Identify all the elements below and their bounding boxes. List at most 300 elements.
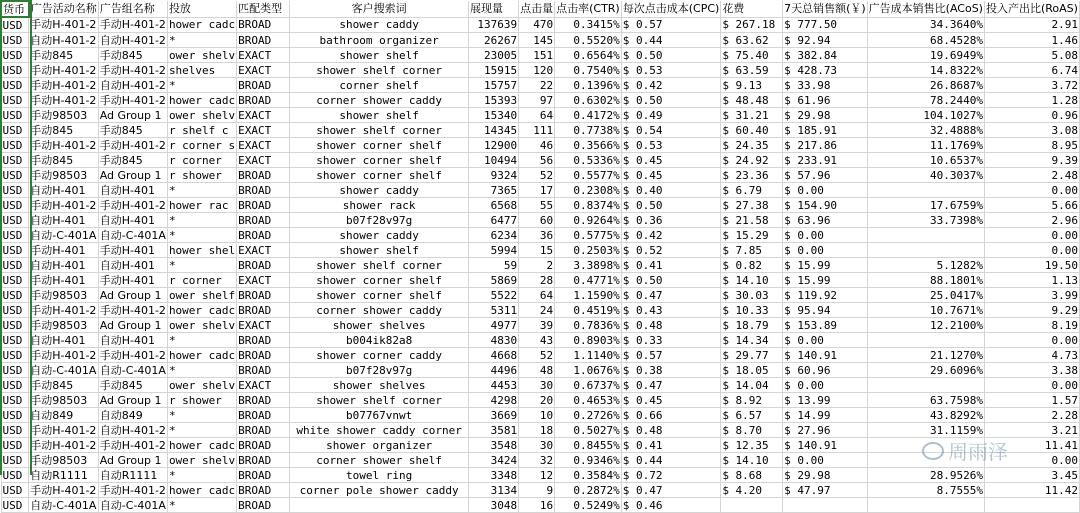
table-cell[interactable]: USD [1,408,29,423]
table-cell[interactable]: shower shelves [290,318,469,333]
table-cell[interactable]: 自动-C-401A [30,363,97,377]
table-cell[interactable]: 自动H-401-2 [99,33,166,47]
column-header[interactable]: 投放 [167,1,236,17]
table-cell[interactable]: $ 24.35 [721,138,783,153]
table-cell[interactable]: BROAD [237,198,290,213]
table-cell[interactable]: BROAD [237,228,290,243]
table-cell[interactable]: 11.1769% [867,138,984,153]
table-cell[interactable]: corner shower shelf [290,453,469,468]
table-cell[interactable]: 10.6537% [867,153,984,168]
table-cell[interactable]: $ 33.98 [783,78,868,93]
table-cell[interactable]: BROAD [237,423,290,438]
table-cell[interactable]: 21.1270% [867,348,984,363]
table-cell[interactable]: $ 15.99 [783,273,868,288]
column-header[interactable]: 展现量 [469,1,519,17]
table-cell[interactable] [867,243,984,258]
table-cell[interactable]: $ 60.40 [721,123,783,138]
table-cell[interactable]: $ 0.36 [621,213,721,228]
table-cell[interactable]: 4496 [469,363,519,378]
table-cell[interactable]: EXACT [237,108,290,123]
table-cell[interactable]: 3348 [469,468,519,483]
table-cell[interactable]: 0.4653% [555,393,622,408]
table-cell[interactable]: * [167,333,236,348]
table-cell[interactable]: ower shelf [168,288,236,302]
table-cell[interactable]: 64 [519,288,555,303]
table-cell[interactable]: $ 8.92 [721,393,783,408]
table-cell[interactable]: 5994 [469,243,519,258]
table-cell[interactable]: 104.1027% [867,108,984,123]
table-cell[interactable]: $ 0.42 [621,78,721,93]
table-cell[interactable]: shower shelf corner [290,393,469,408]
table-cell[interactable]: ower shelv [168,318,236,332]
table-cell[interactable]: shower corner shelf [290,138,469,153]
table-cell[interactable]: 11.41 [984,438,1079,453]
table-cell[interactable]: $ 4.20 [721,483,783,498]
table-cell[interactable]: USD [1,348,29,363]
table-row[interactable] [1,243,1080,258]
table-cell[interactable]: 5869 [469,273,519,288]
table-cell[interactable]: Ad Group 1 [98,288,167,303]
table-row[interactable] [1,138,1080,153]
table-cell[interactable]: towel ring [290,468,469,483]
table-row[interactable] [1,213,1080,228]
table-cell[interactable]: 30 [519,378,555,393]
table-cell[interactable]: EXACT [237,63,290,78]
table-cell[interactable]: $ 8.70 [721,423,783,438]
table-cell[interactable]: 自动H-401 [29,183,99,198]
table-cell[interactable]: 0.3566% [555,138,622,153]
table-row[interactable] [1,423,1080,438]
table-cell[interactable]: 手动H-401-2 [30,93,97,107]
table-cell[interactable]: 4977 [469,318,519,333]
table-cell[interactable]: 自动H-401 [98,183,167,198]
table-cell[interactable]: $ 0.38 [621,363,721,378]
table-cell[interactable]: USD [1,78,29,93]
table-row[interactable] [1,48,1080,63]
table-cell[interactable]: USD [1,243,29,258]
table-row[interactable] [1,393,1080,408]
table-row[interactable] [1,288,1080,303]
table-cell[interactable]: USD [1,33,29,48]
table-cell[interactable]: 手动H-401-2 [99,138,166,152]
column-header[interactable]: 点击率(CTR) [556,2,620,16]
table-cell[interactable]: 自动-C-401A [30,498,97,512]
table-cell[interactable] [867,228,984,243]
table-cell[interactable]: BROAD [237,33,290,48]
table-cell[interactable]: 7365 [469,183,519,198]
table-cell[interactable]: $ 0.00 [783,453,868,468]
table-cell[interactable]: $ 0.46 [621,498,721,513]
table-cell[interactable]: EXACT [237,273,290,288]
table-cell[interactable]: 6.74 [984,63,1079,78]
table-cell[interactable]: $ 140.91 [783,348,868,363]
table-cell[interactable]: BROAD [237,303,290,318]
table-cell[interactable]: USD [1,303,29,318]
table-cell[interactable]: 1.1140% [555,348,622,363]
table-cell[interactable]: 14345 [469,123,519,138]
table-cell[interactable]: 12900 [469,138,519,153]
table-cell[interactable]: BROAD [237,498,290,513]
table-cell[interactable]: USD [1,228,29,243]
table-cell[interactable]: 24 [519,303,555,318]
table-cell[interactable]: 15393 [469,93,519,108]
table-row[interactable] [1,453,1080,468]
table-cell[interactable]: 手动H-401-2 [99,93,166,107]
table-cell[interactable]: $ 57.96 [783,168,868,183]
table-cell[interactable]: 0.2872% [555,483,622,498]
table-cell[interactable]: r shower [167,393,236,408]
table-cell[interactable]: EXACT [237,153,290,168]
table-cell[interactable]: 手动845 [98,153,167,168]
table-cell[interactable]: 31.1159% [867,423,984,438]
table-cell[interactable]: 0.6737% [555,378,622,393]
table-cell[interactable]: shower shelves [290,378,469,393]
table-cell[interactable]: hower cadc [168,438,236,452]
table-cell[interactable]: 111 [519,123,555,138]
table-cell[interactable]: $ 48.48 [721,93,783,108]
table-cell[interactable]: 0.6302% [555,93,622,108]
table-cell[interactable]: 10494 [469,153,519,168]
table-cell[interactable]: 6234 [469,228,519,243]
table-cell[interactable]: 手动845 [98,123,167,138]
table-cell[interactable]: 0.00 [984,378,1079,393]
table-cell[interactable] [867,498,984,513]
table-cell[interactable]: USD [1,438,29,453]
table-cell[interactable]: $ 0.72 [621,468,721,483]
table-cell[interactable]: 手动H-401-2 [99,348,166,362]
table-cell[interactable]: b004ik82a8 [290,333,469,348]
table-cell[interactable]: 0.8903% [555,333,622,348]
table-cell[interactable]: 手动98503 [29,318,99,333]
table-cell[interactable]: 自动H-401 [98,258,167,273]
table-cell[interactable]: EXACT [237,48,290,63]
table-cell[interactable] [867,183,984,198]
table-cell[interactable]: 15340 [469,108,519,123]
table-cell[interactable]: $ 140.91 [783,438,868,453]
table-cell[interactable]: 手动845 [98,48,167,63]
table-cell[interactable]: shower corner shelf [290,153,469,168]
table-cell[interactable]: $ 8.68 [721,468,783,483]
table-cell[interactable] [721,498,783,513]
table-cell[interactable]: r corner [167,153,236,168]
table-cell[interactable]: BROAD [237,333,290,348]
table-cell[interactable]: $ 0.45 [621,393,721,408]
table-cell[interactable]: 48 [519,363,555,378]
table-cell[interactable]: corner shower caddy [290,93,469,108]
table-cell[interactable]: Ad Group 1 [98,168,167,183]
table-cell[interactable]: 60 [519,213,555,228]
table-cell[interactable]: 3669 [469,408,519,423]
table-cell[interactable] [867,333,984,348]
table-cell[interactable]: * [167,408,236,423]
table-row[interactable] [1,348,1080,363]
table-cell[interactable]: 16 [519,498,555,513]
table-cell[interactable]: $ 30.03 [721,288,783,303]
table-cell[interactable]: 32.4888% [867,123,984,138]
table-cell[interactable]: 0.00 [984,453,1079,468]
table-cell[interactable]: 34.3640% [867,17,984,33]
table-row[interactable] [1,378,1080,393]
table-cell[interactable]: 3.21 [984,423,1079,438]
table-cell[interactable]: 5311 [469,303,519,318]
table-cell[interactable]: 自动-C-401A [99,228,166,242]
table-cell[interactable]: 手动H-401-2 [99,483,166,497]
table-cell[interactable]: Ad Group 1 [98,453,167,468]
table-row[interactable] [1,468,1080,483]
table-cell[interactable]: 63.7598% [867,393,984,408]
table-cell[interactable]: 手动H-401-2 [99,303,166,317]
table-cell[interactable]: 28 [519,273,555,288]
table-cell[interactable]: $ 154.90 [783,198,868,213]
table-row[interactable] [1,273,1080,288]
table-cell[interactable]: 0.2308% [555,183,622,198]
table-cell[interactable]: hower shel [168,243,236,257]
table-cell[interactable]: 59 [469,258,519,273]
table-cell[interactable]: 11.42 [984,483,1079,498]
table-cell[interactable]: $ 23.36 [721,168,783,183]
table-cell[interactable]: $ 95.94 [783,303,868,318]
table-cell[interactable]: * [167,183,236,198]
table-cell[interactable]: 23005 [469,48,519,63]
table-cell[interactable]: $ 75.40 [721,48,783,63]
table-cell[interactable]: 3.38 [984,363,1079,378]
table-cell[interactable]: BROAD [237,288,290,303]
table-cell[interactable]: $ 63.96 [783,213,868,228]
table-cell[interactable]: shower shelf [290,243,469,258]
table-cell[interactable]: 3548 [469,438,519,453]
table-cell[interactable]: 33.7398% [867,213,984,228]
table-cell[interactable]: 26267 [469,33,519,48]
table-cell[interactable]: 1.28 [984,93,1079,108]
table-cell[interactable]: 5.08 [984,48,1079,63]
column-header[interactable]: 客户搜索词 [290,1,469,17]
table-cell[interactable]: 1.13 [984,273,1079,288]
table-cell[interactable]: ower shelv [168,453,236,467]
table-cell[interactable]: 0.4172% [555,108,622,123]
table-cell[interactable]: shower shelf [290,48,469,63]
table-cell[interactable]: * [167,468,236,483]
table-cell[interactable]: 0.7738% [555,123,622,138]
table-cell[interactable]: $ 6.79 [721,183,783,198]
table-cell[interactable]: 手动H-401 [29,243,99,258]
table-cell[interactable]: 手动845 [29,48,99,63]
table-cell[interactable]: BROAD [237,363,290,378]
table-row[interactable] [1,33,1080,48]
table-cell[interactable]: $ 0.66 [621,408,721,423]
table-cell[interactable]: 自动H-401 [98,213,167,228]
table-cell[interactable]: $ 185.91 [783,123,868,138]
table-cell[interactable]: ower shelv [168,378,236,392]
table-cell[interactable]: 52 [519,168,555,183]
table-cell[interactable]: 20 [519,393,555,408]
table-cell[interactable]: EXACT [237,318,290,333]
table-cell[interactable]: Ad Group 1 [98,318,167,333]
table-cell[interactable]: 8.7555% [867,483,984,498]
table-cell[interactable]: 手动H-401-2 [30,198,97,212]
table-cell[interactable]: Ad Group 1 [98,108,167,123]
table-cell[interactable]: USD [1,138,29,153]
table-cell[interactable]: 5.1282% [867,258,984,273]
table-cell[interactable]: 手动H-401-2 [99,63,166,77]
table-cell[interactable]: 28.9526% [867,468,984,483]
table-cell[interactable]: 手动H-401-2 [30,438,97,452]
table-cell[interactable]: 3134 [469,483,519,498]
table-cell[interactable]: 自动-C-401A [99,363,166,377]
table-cell[interactable]: 12 [519,468,555,483]
table-cell[interactable]: 手动98503 [29,168,99,183]
table-row[interactable] [1,93,1080,108]
table-cell[interactable]: 10 [519,408,555,423]
table-cell[interactable]: $ 13.99 [783,393,868,408]
table-cell[interactable]: $ 0.47 [621,483,721,498]
table-cell[interactable]: $ 21.58 [721,213,783,228]
table-cell[interactable]: EXACT [237,123,290,138]
table-cell[interactable]: hower cadc [168,18,236,32]
table-cell[interactable]: 0.3415% [555,17,622,33]
table-row[interactable] [1,183,1080,198]
table-row[interactable] [1,258,1080,273]
column-header[interactable]: 广告活动名称 [30,2,97,16]
table-cell[interactable]: 手动845 [98,378,167,393]
table-cell[interactable]: 手动H-401-2 [99,18,166,32]
table-cell[interactable]: USD [1,213,29,228]
table-cell[interactable]: b07767vnwt [290,408,469,423]
table-cell[interactable]: 12.2100% [867,318,984,333]
table-cell[interactable]: $ 60.96 [783,363,868,378]
table-cell[interactable]: USD [1,93,29,108]
table-cell[interactable]: USD [1,108,29,123]
table-row[interactable] [1,318,1080,333]
table-cell[interactable]: 8.19 [984,318,1079,333]
table-cell[interactable]: 自动-C-401A [99,498,166,512]
table-cell[interactable]: 32 [519,453,555,468]
table-cell[interactable]: USD [1,17,29,33]
table-cell[interactable]: $ 267.18 [721,17,783,33]
table-cell[interactable]: EXACT [237,243,290,258]
table-cell[interactable]: 5522 [469,288,519,303]
table-cell[interactable]: $ 0.00 [783,333,868,348]
table-cell[interactable]: 3.99 [984,288,1079,303]
table-cell[interactable]: 手动H-401-2 [30,483,97,497]
table-cell[interactable]: 22 [519,78,555,93]
table-cell[interactable]: 自动H-401 [29,333,99,348]
column-header[interactable]: 匹配类型 [237,1,290,17]
table-cell[interactable]: $ 0.41 [621,438,721,453]
table-cell[interactable]: $ 0.53 [621,63,721,78]
table-cell[interactable]: BROAD [237,213,290,228]
table-cell[interactable]: BROAD [237,438,290,453]
column-header[interactable]: 广告组名称 [98,1,167,17]
table-cell[interactable]: $ 47.97 [783,483,868,498]
table-cell[interactable]: $ 61.96 [783,93,868,108]
table-cell[interactable]: shower shelf [290,108,469,123]
table-cell[interactable]: USD [1,318,29,333]
table-cell[interactable]: 3581 [469,423,519,438]
table-cell[interactable]: $ 0.49 [621,108,721,123]
table-cell[interactable]: $ 0.82 [721,258,783,273]
table-cell[interactable]: 97 [519,93,555,108]
table-cell[interactable]: USD [1,273,29,288]
column-header[interactable]: 货币 [1,1,29,17]
table-cell[interactable]: USD [1,168,29,183]
table-cell[interactable]: 0.00 [984,333,1079,348]
table-cell[interactable]: $ 15.29 [721,228,783,243]
table-cell[interactable]: 151 [519,48,555,63]
table-cell[interactable]: USD [1,423,29,438]
table-cell[interactable]: USD [1,258,29,273]
table-cell[interactable]: r corner [167,273,236,288]
table-cell[interactable]: $ 24.92 [721,153,783,168]
table-cell[interactable]: 自动849 [29,408,99,423]
table-cell[interactable]: 1.46 [984,33,1079,48]
table-cell[interactable]: * [167,363,236,378]
table-cell[interactable]: BROAD [237,93,290,108]
table-cell[interactable]: 2.91 [984,17,1079,33]
table-cell[interactable]: $ 0.41 [621,258,721,273]
table-cell[interactable]: 26.8687% [867,78,984,93]
table-cell[interactable]: corner pole shower caddy [290,483,469,498]
table-cell[interactable]: 0.00 [984,183,1079,198]
table-cell[interactable]: * [167,258,236,273]
table-cell[interactable]: 5.66 [984,198,1079,213]
table-cell[interactable]: 手动H-401-2 [30,348,97,362]
table-cell[interactable]: EXACT [237,378,290,393]
table-cell[interactable]: 0.2503% [555,243,622,258]
table-cell[interactable]: 手动H-401-2 [99,198,166,212]
table-cell[interactable]: USD [1,123,29,138]
table-cell[interactable]: $ 0.44 [621,453,721,468]
table-row[interactable] [1,198,1080,213]
table-cell[interactable]: r corner s [168,138,236,152]
table-cell[interactable]: white shower caddy corner [290,423,469,438]
table-row[interactable] [1,17,1080,33]
table-cell[interactable]: 手动H-401-2 [30,78,97,92]
table-cell[interactable]: 470 [519,17,555,33]
table-cell[interactable]: $ 0.52 [621,243,721,258]
table-cell[interactable]: 43 [519,333,555,348]
table-cell[interactable]: BROAD [237,453,290,468]
table-cell[interactable]: 17.6759% [867,198,984,213]
table-cell[interactable]: 52 [519,348,555,363]
table-cell[interactable]: * [167,423,236,438]
table-cell[interactable]: shower organizer [290,438,469,453]
table-cell[interactable]: 手动H-401-2 [30,423,97,437]
table-cell[interactable]: 手动H-401-2 [30,138,97,152]
table-cell[interactable]: $ 29.77 [721,348,783,363]
table-cell[interactable]: $ 14.34 [721,333,783,348]
table-cell[interactable]: BROAD [237,183,290,198]
table-cell[interactable]: r shelf c [167,123,236,138]
table-cell[interactable]: 4668 [469,348,519,363]
table-cell[interactable]: USD [1,498,29,513]
table-cell[interactable]: $ 777.50 [783,17,868,33]
table-cell[interactable]: ower shelv [168,108,236,122]
table-cell[interactable]: $ 0.48 [621,318,721,333]
table-cell[interactable]: 9.29 [984,303,1079,318]
table-row[interactable] [1,408,1080,423]
table-cell[interactable] [783,498,868,513]
table-cell[interactable]: shower corner shelf [290,168,469,183]
table-cell[interactable]: $ 0.00 [783,228,868,243]
table-row[interactable] [1,228,1080,243]
table-cell[interactable]: 自动-C-401A [30,228,97,242]
table-cell[interactable]: 手动H-401-2 [99,438,166,452]
table-cell[interactable]: 1.0676% [555,363,622,378]
table-cell[interactable]: $ 428.73 [783,63,868,78]
table-cell[interactable]: $ 0.00 [783,243,868,258]
table-cell[interactable]: 2.48 [984,168,1079,183]
table-cell[interactable]: $ 9.13 [721,78,783,93]
